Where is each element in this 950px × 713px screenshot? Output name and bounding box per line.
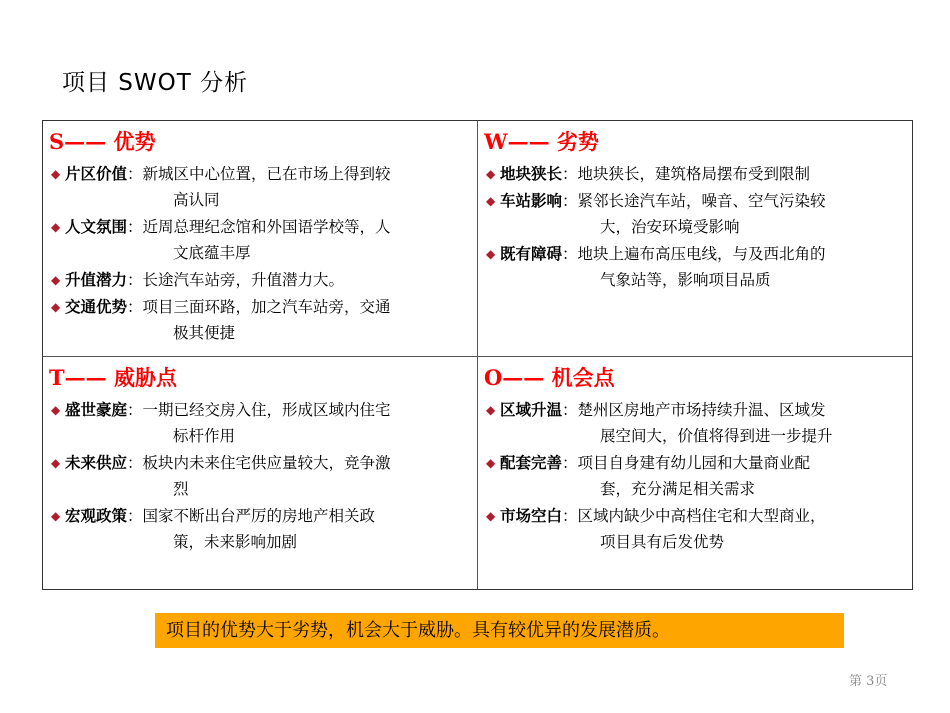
swot-item-label: 交通优势 — [65, 298, 128, 316]
swot-item-continuation: 大，治安环境受影响 — [600, 218, 740, 236]
diamond-bullet-icon: ◆ — [486, 456, 496, 470]
swot-item-text: ：项目三面环路，加之汽车站旁，交通 — [127, 298, 391, 316]
swot-item-label: 既有障碍 — [500, 245, 563, 263]
swot-item — [49, 267, 391, 293]
weaknesses-heading: W—— 劣势 — [484, 129, 599, 154]
swot-item — [49, 214, 391, 266]
diamond-bullet-icon: ◆ — [51, 167, 61, 181]
diamond-bullet-icon: ◆ — [51, 220, 61, 234]
diamond-bullet-icon: ◆ — [486, 194, 496, 208]
swot-item-text: ：紧邻长途汽车站，噪音、空气污染较 — [562, 192, 826, 210]
swot-item-label: 车站影响 — [500, 192, 563, 210]
swot-item-label: 未来供应 — [65, 454, 128, 472]
page-number: 第 3页 — [849, 674, 888, 689]
swot-item — [484, 450, 833, 502]
swot-item — [49, 397, 391, 449]
conclusion-banner: 项目的优势大于劣势，机会大于威胁。具有较优异的发展潜质。 — [155, 613, 844, 648]
swot-item-label: 人文氛围 — [65, 218, 128, 236]
swot-item-continuation: 极其便捷 — [173, 324, 236, 342]
swot-item — [49, 450, 391, 502]
diamond-bullet-icon: ◆ — [486, 509, 496, 523]
swot-item-text: ：新城区中心位置，已在市场上得到较 — [127, 165, 391, 183]
swot-item-label: 市场空白 — [500, 507, 563, 525]
weaknesses-list — [484, 161, 826, 293]
swot-item-text: ：楚州区房地产市场持续升温、区域发 — [562, 401, 826, 419]
swot-item — [484, 188, 826, 240]
swot-grid — [42, 120, 913, 590]
diamond-bullet-icon: ◆ — [51, 509, 61, 523]
diamond-bullet-icon: ◆ — [51, 300, 61, 314]
threats-heading: T—— 威胁点 — [49, 365, 177, 390]
swot-item — [49, 161, 391, 213]
opportunities-list — [484, 397, 833, 555]
diamond-bullet-icon: ◆ — [486, 247, 496, 261]
swot-item-continuation: 高认同 — [173, 191, 220, 209]
swot-item-text: ：地块上遍布高压电线，与及西北角的 — [562, 245, 826, 263]
swot-item — [484, 241, 826, 293]
opportunities-heading: O—— 机会点 — [484, 365, 615, 390]
swot-item-continuation: 标杆作用 — [173, 427, 236, 445]
swot-item — [484, 503, 833, 555]
swot-item-text: ：一期已经交房入住，形成区域内住宅 — [127, 401, 391, 419]
swot-item — [49, 294, 391, 346]
swot-item-label: 宏观政策 — [65, 507, 128, 525]
swot-item-label: 片区价值 — [65, 165, 128, 183]
swot-item-text: ：区域内缺少中高档住宅和大型商业， — [562, 507, 826, 525]
swot-item-text: ：项目自身建有幼儿园和大量商业配 — [562, 454, 811, 472]
diamond-bullet-icon: ◆ — [486, 403, 496, 417]
swot-item-label: 配套完善 — [500, 454, 563, 472]
strengths-heading: S—— 优势 — [49, 129, 156, 154]
weaknesses-quadrant — [484, 125, 826, 294]
swot-item-continuation: 展空间大，价值将得到进一步提升 — [600, 427, 833, 445]
swot-item-text: ：地块狭长，建筑格局摆布受到限制 — [562, 165, 811, 183]
swot-item-text: ：板块内未来住宅供应量较大，竞争激 — [127, 454, 391, 472]
swot-item — [484, 397, 833, 449]
threats-list — [49, 397, 391, 555]
opportunities-quadrant — [484, 361, 833, 556]
grid-vertical-divider — [477, 121, 478, 589]
swot-item-continuation: 策，未来影响加剧 — [173, 533, 298, 551]
swot-item-label: 升值潜力 — [65, 271, 128, 289]
swot-item-label: 区域升温 — [500, 401, 563, 419]
swot-item-continuation: 项目具有后发优势 — [600, 533, 725, 551]
threats-quadrant — [49, 361, 391, 556]
strengths-quadrant — [49, 125, 391, 347]
swot-item-label: 地块狭长 — [500, 165, 563, 183]
swot-item-text: ：长途汽车站旁，升值潜力大。 — [127, 271, 345, 289]
strengths-list — [49, 161, 391, 346]
diamond-bullet-icon: ◆ — [51, 403, 61, 417]
swot-item-continuation: 文底蕴丰厚 — [173, 244, 251, 262]
swot-item-label: 盛世豪庭 — [65, 401, 128, 419]
swot-item-text: ：国家不断出台严厉的房地产相关政 — [127, 507, 376, 525]
diamond-bullet-icon: ◆ — [486, 167, 496, 181]
swot-item-continuation: 烈 — [173, 480, 189, 498]
slide-title: 项目 SWOT 分析 — [62, 70, 249, 96]
swot-item-continuation: 套，充分满足相关需求 — [600, 480, 756, 498]
swot-item — [49, 503, 391, 555]
swot-item-text: ：近周总理纪念馆和外国语学校等，人 — [127, 218, 391, 236]
swot-item-continuation: 气象站等，影响项目品质 — [600, 271, 771, 289]
grid-horizontal-divider — [43, 356, 912, 357]
swot-item — [484, 161, 826, 187]
diamond-bullet-icon: ◆ — [51, 273, 61, 287]
diamond-bullet-icon: ◆ — [51, 456, 61, 470]
